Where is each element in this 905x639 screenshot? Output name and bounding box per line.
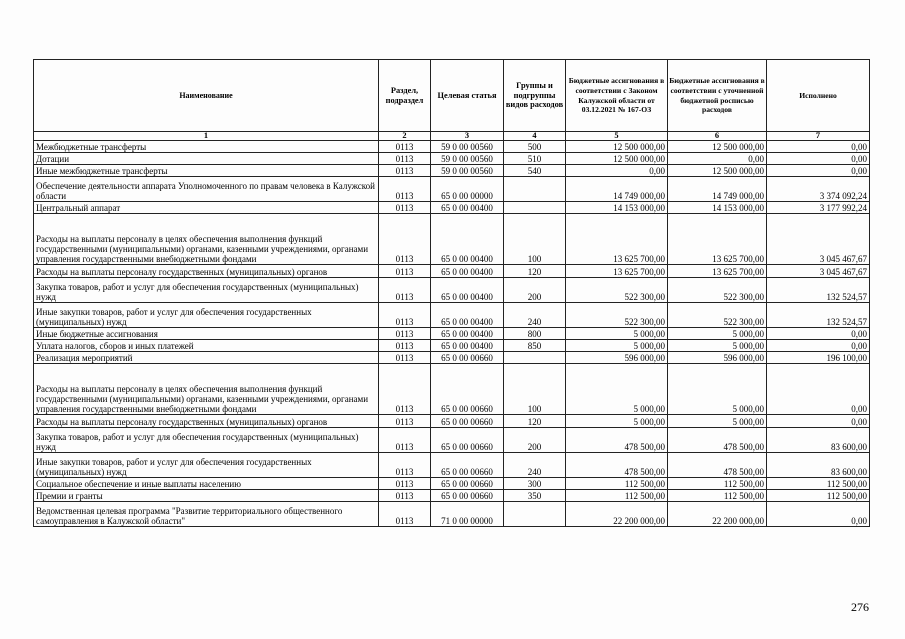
row-executed: 132 524,57 bbox=[767, 303, 870, 328]
row-approved: 0,00 bbox=[566, 165, 668, 177]
table-row bbox=[34, 415, 870, 428]
row-refined: 0,00 bbox=[668, 153, 767, 165]
row-executed: 83 600,00 bbox=[767, 428, 870, 453]
table-body bbox=[34, 141, 870, 527]
table-row bbox=[34, 478, 870, 490]
row-refined: 5 000,00 bbox=[668, 328, 767, 340]
row-refined: 14 749 000,00 bbox=[668, 177, 767, 202]
table-row bbox=[34, 490, 870, 502]
row-approved: 13 625 700,00 bbox=[566, 265, 668, 278]
row-target: 71 0 00 00000 bbox=[431, 502, 504, 527]
row-section: 0113 bbox=[379, 141, 431, 153]
row-section: 0113 bbox=[379, 502, 431, 527]
row-name: Дотации bbox=[34, 153, 379, 165]
row-refined: 478 500,00 bbox=[668, 428, 767, 453]
row-section: 0113 bbox=[379, 265, 431, 278]
table-row bbox=[34, 453, 870, 478]
row-target: 59 0 00 00560 bbox=[431, 153, 504, 165]
row-refined: 522 300,00 bbox=[668, 278, 767, 303]
row-section: 0113 bbox=[379, 352, 431, 364]
row-executed: 0,00 bbox=[767, 415, 870, 428]
row-target: 59 0 00 00560 bbox=[431, 141, 504, 153]
row-group: 240 bbox=[504, 453, 566, 478]
header-section: Раздел, подраздел bbox=[379, 60, 431, 132]
row-group bbox=[504, 502, 566, 527]
table-row bbox=[34, 214, 870, 265]
row-section: 0113 bbox=[379, 202, 431, 214]
row-target: 65 0 00 00400 bbox=[431, 278, 504, 303]
table-row bbox=[34, 265, 870, 278]
row-refined: 112 500,00 bbox=[668, 478, 767, 490]
row-group: 350 bbox=[504, 490, 566, 502]
header-groups: Группы и подгруппы видов расходов bbox=[504, 60, 566, 132]
row-group: 120 bbox=[504, 265, 566, 278]
row-approved: 5 000,00 bbox=[566, 415, 668, 428]
row-refined: 522 300,00 bbox=[668, 303, 767, 328]
row-target: 65 0 00 00660 bbox=[431, 478, 504, 490]
row-group bbox=[504, 352, 566, 364]
row-group: 200 bbox=[504, 428, 566, 453]
row-approved: 14 153 000,00 bbox=[566, 202, 668, 214]
row-refined: 5 000,00 bbox=[668, 340, 767, 352]
row-executed: 0,00 bbox=[767, 141, 870, 153]
row-executed: 0,00 bbox=[767, 340, 870, 352]
row-target: 65 0 00 00660 bbox=[431, 352, 504, 364]
row-group: 200 bbox=[504, 278, 566, 303]
row-approved: 522 300,00 bbox=[566, 303, 668, 328]
row-group: 100 bbox=[504, 214, 566, 265]
row-name: Уплата налогов, сборов и иных платежей bbox=[34, 340, 379, 352]
header-executed: Исполнено bbox=[767, 60, 870, 132]
row-section: 0113 bbox=[379, 490, 431, 502]
row-name: Реализация мероприятий bbox=[34, 352, 379, 364]
row-refined: 12 500 000,00 bbox=[668, 165, 767, 177]
row-executed: 0,00 bbox=[767, 502, 870, 527]
row-refined: 5 000,00 bbox=[668, 415, 767, 428]
row-section: 0113 bbox=[379, 364, 431, 415]
row-executed: 196 100,00 bbox=[767, 352, 870, 364]
row-approved: 112 500,00 bbox=[566, 478, 668, 490]
row-name: Иные межбюджетные трансферты bbox=[34, 165, 379, 177]
row-name: Иные бюджетные ассигнования bbox=[34, 328, 379, 340]
row-executed: 83 600,00 bbox=[767, 453, 870, 478]
row-name: Центральный аппарат bbox=[34, 202, 379, 214]
row-approved: 112 500,00 bbox=[566, 490, 668, 502]
row-target: 65 0 00 00000 bbox=[431, 177, 504, 202]
row-executed: 3 045 467,67 bbox=[767, 214, 870, 265]
column-number: 4 bbox=[504, 132, 566, 141]
header-refined: Бюджетные ассигнования в соответствии с уточненной бюджетной росписью расходов bbox=[668, 60, 767, 132]
page-number: 276 bbox=[851, 600, 869, 614]
table-row bbox=[34, 141, 870, 153]
column-number: 5 bbox=[566, 132, 668, 141]
row-refined: 14 153 000,00 bbox=[668, 202, 767, 214]
column-number: 3 bbox=[431, 132, 504, 141]
row-target: 65 0 00 00660 bbox=[431, 428, 504, 453]
row-section: 0113 bbox=[379, 303, 431, 328]
row-approved: 5 000,00 bbox=[566, 364, 668, 415]
row-approved: 5 000,00 bbox=[566, 328, 668, 340]
row-section: 0113 bbox=[379, 214, 431, 265]
row-name: Межбюджетные трансферты bbox=[34, 141, 379, 153]
row-section: 0113 bbox=[379, 165, 431, 177]
table-row bbox=[34, 165, 870, 177]
row-target: 65 0 00 00400 bbox=[431, 340, 504, 352]
row-approved: 478 500,00 bbox=[566, 453, 668, 478]
row-name: Закупка товаров, работ и услуг для обеспечения государственных (муниципальных) нужд bbox=[34, 278, 379, 303]
row-name: Социальное обеспечение и иные выплаты населению bbox=[34, 478, 379, 490]
row-target: 65 0 00 00400 bbox=[431, 202, 504, 214]
row-name: Ведомственная целевая программа "Развитие территориального общественного самоуправления в Калужской области" bbox=[34, 502, 379, 527]
header-target: Целевая статья bbox=[431, 60, 504, 132]
row-name: Расходы на выплаты персоналу государственных (муниципальных) органов bbox=[34, 415, 379, 428]
row-name: Иные закупки товаров, работ и услуг для обеспечения государственных (муниципальных) нужд bbox=[34, 303, 379, 328]
row-executed: 112 500,00 bbox=[767, 478, 870, 490]
row-target: 65 0 00 00660 bbox=[431, 415, 504, 428]
column-number-row bbox=[34, 132, 870, 141]
row-refined: 22 200 000,00 bbox=[668, 502, 767, 527]
row-executed: 3 045 467,67 bbox=[767, 265, 870, 278]
row-target: 65 0 00 00400 bbox=[431, 265, 504, 278]
row-target: 65 0 00 00400 bbox=[431, 303, 504, 328]
row-section: 0113 bbox=[379, 340, 431, 352]
row-executed: 112 500,00 bbox=[767, 490, 870, 502]
row-target: 65 0 00 00400 bbox=[431, 214, 504, 265]
table-row bbox=[34, 278, 870, 303]
table-row bbox=[34, 202, 870, 214]
row-section: 0113 bbox=[379, 478, 431, 490]
row-refined: 13 625 700,00 bbox=[668, 214, 767, 265]
row-section: 0113 bbox=[379, 328, 431, 340]
row-target: 65 0 00 00660 bbox=[431, 490, 504, 502]
table-row bbox=[34, 328, 870, 340]
table-row bbox=[34, 303, 870, 328]
row-section: 0113 bbox=[379, 153, 431, 165]
column-number: 2 bbox=[379, 132, 431, 141]
row-section: 0113 bbox=[379, 278, 431, 303]
row-refined: 596 000,00 bbox=[668, 352, 767, 364]
row-approved: 12 500 000,00 bbox=[566, 153, 668, 165]
row-target: 65 0 00 00660 bbox=[431, 364, 504, 415]
row-group: 800 bbox=[504, 328, 566, 340]
row-approved: 596 000,00 bbox=[566, 352, 668, 364]
row-approved: 5 000,00 bbox=[566, 340, 668, 352]
row-refined: 12 500 000,00 bbox=[668, 141, 767, 153]
table-row bbox=[34, 428, 870, 453]
budget-table bbox=[33, 59, 870, 527]
header-approved: Бюджетные ассигнования в соответствии с Законом Калужской области от 03.12.2021 № 167-ОЗ bbox=[566, 60, 668, 132]
row-section: 0113 bbox=[379, 177, 431, 202]
row-group: 540 bbox=[504, 165, 566, 177]
row-approved: 13 625 700,00 bbox=[566, 214, 668, 265]
row-group: 100 bbox=[504, 364, 566, 415]
row-refined: 112 500,00 bbox=[668, 490, 767, 502]
row-group: 120 bbox=[504, 415, 566, 428]
row-section: 0113 bbox=[379, 453, 431, 478]
column-number: 7 bbox=[767, 132, 870, 141]
row-name: Расходы на выплаты персоналу в целях обеспечения выполнения функций государственными (муниципальными) органами, казенными учреждениями, органами управления государственными внебюджетными фондами bbox=[34, 364, 379, 415]
row-refined: 5 000,00 bbox=[668, 364, 767, 415]
row-name: Расходы на выплаты персоналу в целях обеспечения выполнения функций государственными (муниципальными) органами, казенными учреждениями, органами управления государственными внебюджетными фондами bbox=[34, 214, 379, 265]
row-refined: 478 500,00 bbox=[668, 453, 767, 478]
row-section: 0113 bbox=[379, 428, 431, 453]
row-group: 500 bbox=[504, 141, 566, 153]
table-row bbox=[34, 177, 870, 202]
column-number: 1 bbox=[34, 132, 379, 141]
row-name: Закупка товаров, работ и услуг для обеспечения государственных (муниципальных) нужд bbox=[34, 428, 379, 453]
row-approved: 14 749 000,00 bbox=[566, 177, 668, 202]
row-executed: 132 524,57 bbox=[767, 278, 870, 303]
row-executed: 0,00 bbox=[767, 364, 870, 415]
column-number: 6 bbox=[668, 132, 767, 141]
row-target: 59 0 00 00560 bbox=[431, 165, 504, 177]
table-row bbox=[34, 340, 870, 352]
row-group: 850 bbox=[504, 340, 566, 352]
row-name: Иные закупки товаров, работ и услуг для обеспечения государственных (муниципальных) нужд bbox=[34, 453, 379, 478]
row-executed: 0,00 bbox=[767, 165, 870, 177]
row-name: Расходы на выплаты персоналу государственных (муниципальных) органов bbox=[34, 265, 379, 278]
header-row bbox=[34, 60, 870, 132]
row-executed: 0,00 bbox=[767, 153, 870, 165]
row-refined: 13 625 700,00 bbox=[668, 265, 767, 278]
row-approved: 478 500,00 bbox=[566, 428, 668, 453]
row-group: 510 bbox=[504, 153, 566, 165]
table-row bbox=[34, 502, 870, 527]
header-name: Наименование bbox=[34, 60, 379, 132]
row-approved: 12 500 000,00 bbox=[566, 141, 668, 153]
row-section: 0113 bbox=[379, 415, 431, 428]
row-group: 300 bbox=[504, 478, 566, 490]
row-executed: 3 374 092,24 bbox=[767, 177, 870, 202]
table-row bbox=[34, 153, 870, 165]
row-name: Обеспечение деятельности аппарата Уполномоченного по правам человека в Калужской области bbox=[34, 177, 379, 202]
row-name: Премии и гранты bbox=[34, 490, 379, 502]
row-approved: 22 200 000,00 bbox=[566, 502, 668, 527]
row-target: 65 0 00 00400 bbox=[431, 328, 504, 340]
row-group bbox=[504, 202, 566, 214]
table-row bbox=[34, 352, 870, 364]
table-row bbox=[34, 364, 870, 415]
row-group: 240 bbox=[504, 303, 566, 328]
row-executed: 3 177 992,24 bbox=[767, 202, 870, 214]
row-executed: 0,00 bbox=[767, 328, 870, 340]
row-target: 65 0 00 00660 bbox=[431, 453, 504, 478]
row-approved: 522 300,00 bbox=[566, 278, 668, 303]
row-group bbox=[504, 177, 566, 202]
